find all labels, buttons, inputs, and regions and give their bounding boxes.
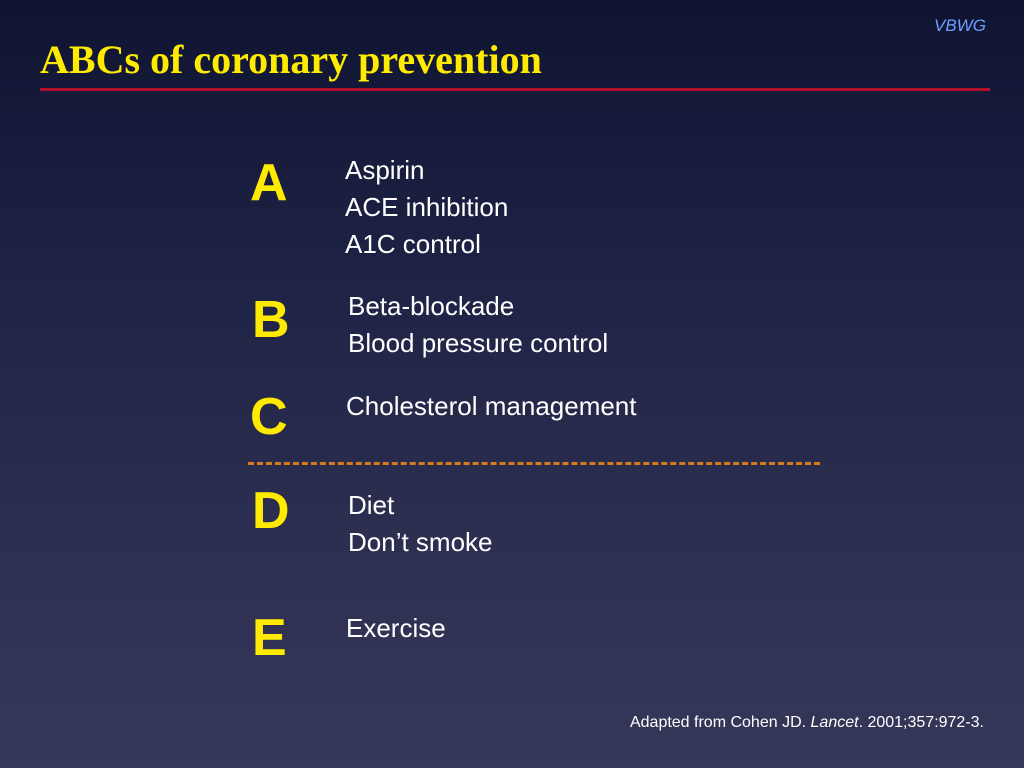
title-underline xyxy=(40,88,990,91)
letter-e: E xyxy=(252,609,287,667)
row-c-item: Cholesterol management xyxy=(346,391,637,421)
citation-suffix: . 2001;357:972-3. xyxy=(858,714,984,731)
row-b-items xyxy=(348,288,608,362)
row-a-item: A1C control xyxy=(345,229,481,259)
letter-c: C xyxy=(250,388,288,446)
row-d-item: Diet xyxy=(348,490,395,520)
row-e-item: Exercise xyxy=(346,613,446,643)
row-a-items xyxy=(345,152,508,263)
citation xyxy=(630,714,984,732)
divider-dashed xyxy=(248,462,820,465)
row-b-item: Beta-blockade xyxy=(348,291,515,321)
letter-b: B xyxy=(252,291,290,349)
row-d-item: Don’t smoke xyxy=(348,527,493,557)
row-c-items xyxy=(346,388,637,425)
row-b-item: Blood pressure control xyxy=(348,328,609,358)
row-a-item: Aspirin xyxy=(345,155,425,185)
slide-title: ABCs of coronary prevention xyxy=(40,37,542,82)
row-a-item: ACE inhibition xyxy=(345,192,509,222)
citation-journal: Lancet xyxy=(810,714,859,731)
letter-a: A xyxy=(250,154,288,212)
row-e-items xyxy=(346,610,446,647)
letter-d: D xyxy=(252,482,290,540)
row-d-items xyxy=(348,487,493,561)
brand-mark: VBWG xyxy=(934,16,986,35)
citation-prefix: Adapted from Cohen JD. xyxy=(629,714,811,731)
